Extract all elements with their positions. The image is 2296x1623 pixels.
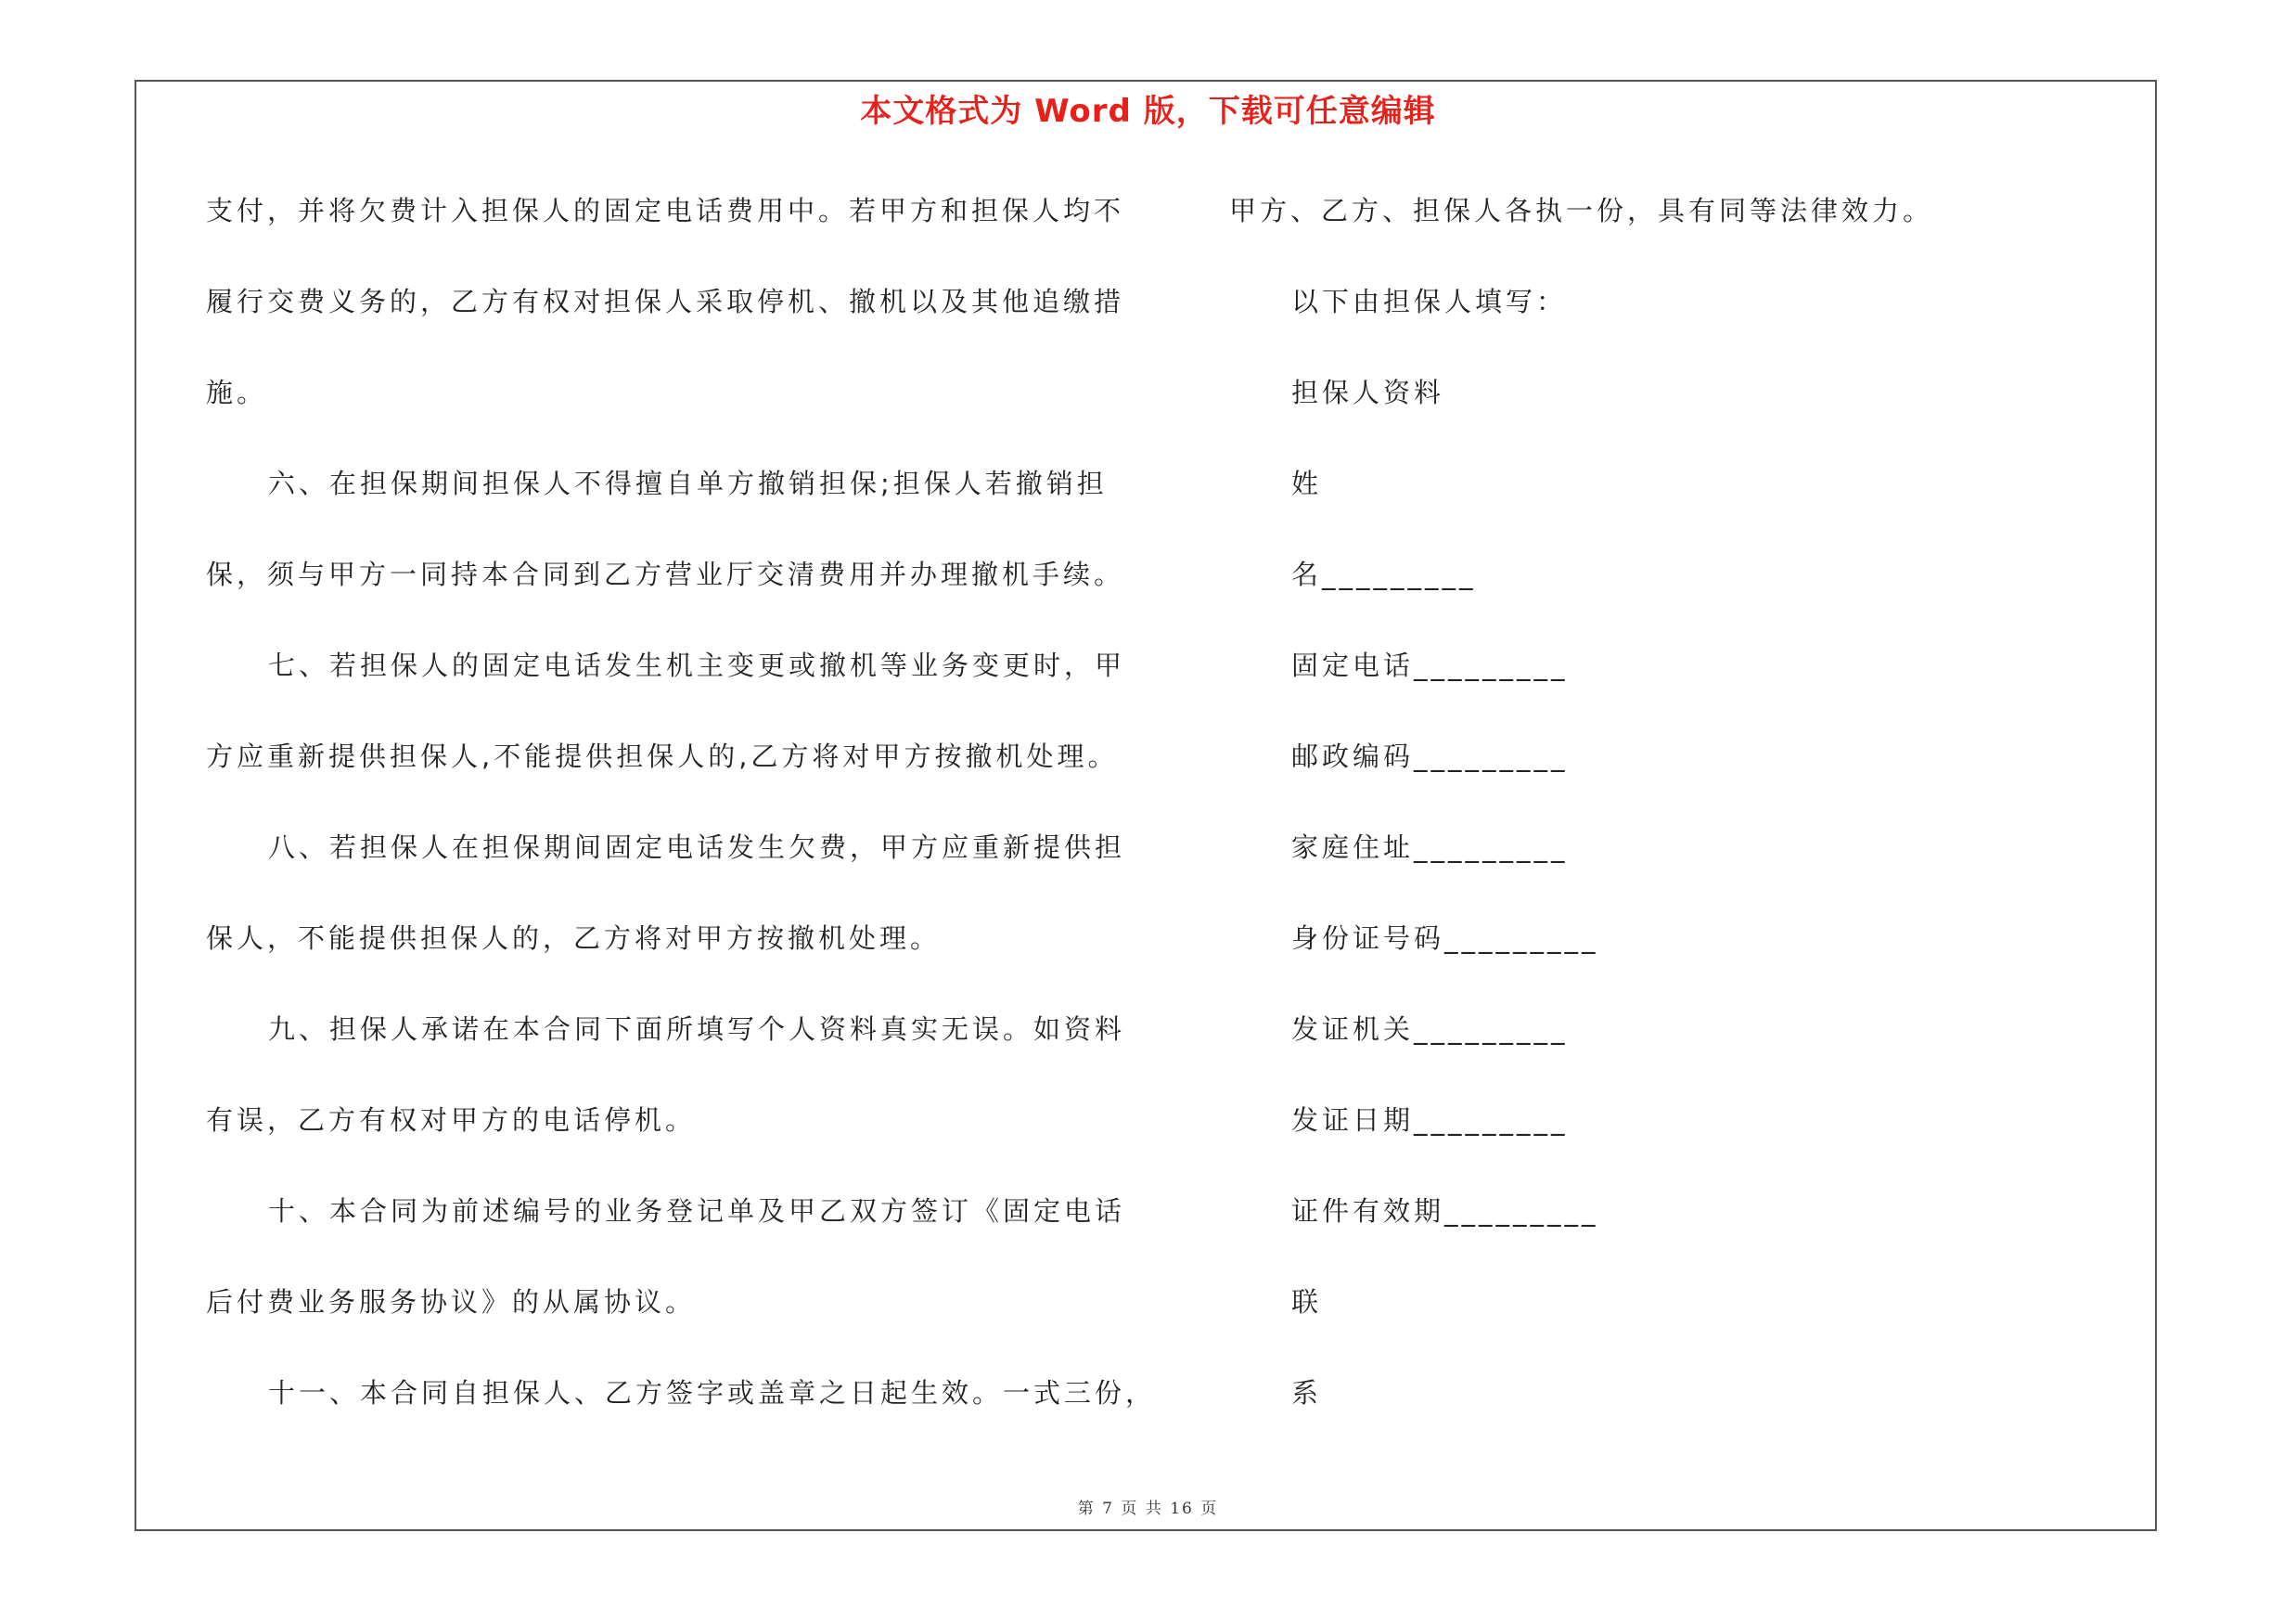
right-line: 姓 [1291, 468, 1323, 499]
right-line: 系 [1291, 1377, 1323, 1409]
left-line: 履行交费义务的，乙方有权对担保人采取停机、撤机以及其他追缴措 [206, 286, 1125, 317]
left-line: 方应重新提供担保人,不能提供担保人的,乙方将对甲方按撤机处理。 [206, 741, 1119, 772]
form-field-postcode: 邮政编码_________ [1291, 741, 1569, 772]
form-field-phone: 固定电话_________ [1291, 650, 1569, 681]
right-line: 担保人资料 [1291, 377, 1445, 408]
left-line: 十一、本合同自担保人、乙方签字或盖章之日起生效。一式三份， [268, 1377, 1157, 1409]
left-line: 八、若担保人在担保期间固定电话发生欠费，甲方应重新提供担 [268, 831, 1126, 863]
form-field-address: 家庭住址_________ [1291, 831, 1569, 863]
right-line: 联 [1291, 1286, 1323, 1318]
left-line: 施。 [206, 377, 268, 408]
left-line: 十、本合同为前述编号的业务登记单及甲乙双方签订《固定电话 [268, 1195, 1126, 1227]
form-field-issuer: 发证机关_________ [1291, 1013, 1569, 1045]
left-line: 六、在担保期间担保人不得擅自单方撤销担保;担保人若撤销担 [268, 468, 1108, 499]
form-field-validity: 证件有效期_________ [1291, 1195, 1599, 1227]
right-line: 甲方、乙方、担保人各执一份，具有同等法律效力。 [1229, 195, 1934, 226]
left-line: 保，须与甲方一同持本合同到乙方营业厅交清费用并办理撤机手续。 [206, 559, 1125, 590]
form-field-name: 名_________ [1291, 559, 1477, 590]
form-field-issue-date: 发证日期_________ [1291, 1104, 1569, 1136]
format-banner: 本文格式为 Word 版，下载可任意编辑 [860, 93, 1436, 130]
left-line: 九、担保人承诺在本合同下面所填写个人资料真实无误。如资料 [268, 1013, 1126, 1045]
form-field-id-number: 身份证号码_________ [1291, 922, 1599, 954]
left-line: 后付费业务服务协议》的从属协议。 [206, 1286, 697, 1318]
left-line: 有误，乙方有权对甲方的电话停机。 [206, 1104, 697, 1136]
right-line: 以下由担保人填写： [1291, 286, 1568, 317]
left-line: 七、若担保人的固定电话发生机主变更或撤机等业务变更时，甲 [268, 650, 1126, 681]
left-line: 支付，并将欠费计入担保人的固定电话费用中。若甲方和担保人均不 [206, 195, 1125, 226]
page-number: 第 7 页 共 16 页 [1077, 1500, 1219, 1518]
left-line: 保人，不能提供担保人的，乙方将对甲方按撤机处理。 [206, 922, 942, 954]
